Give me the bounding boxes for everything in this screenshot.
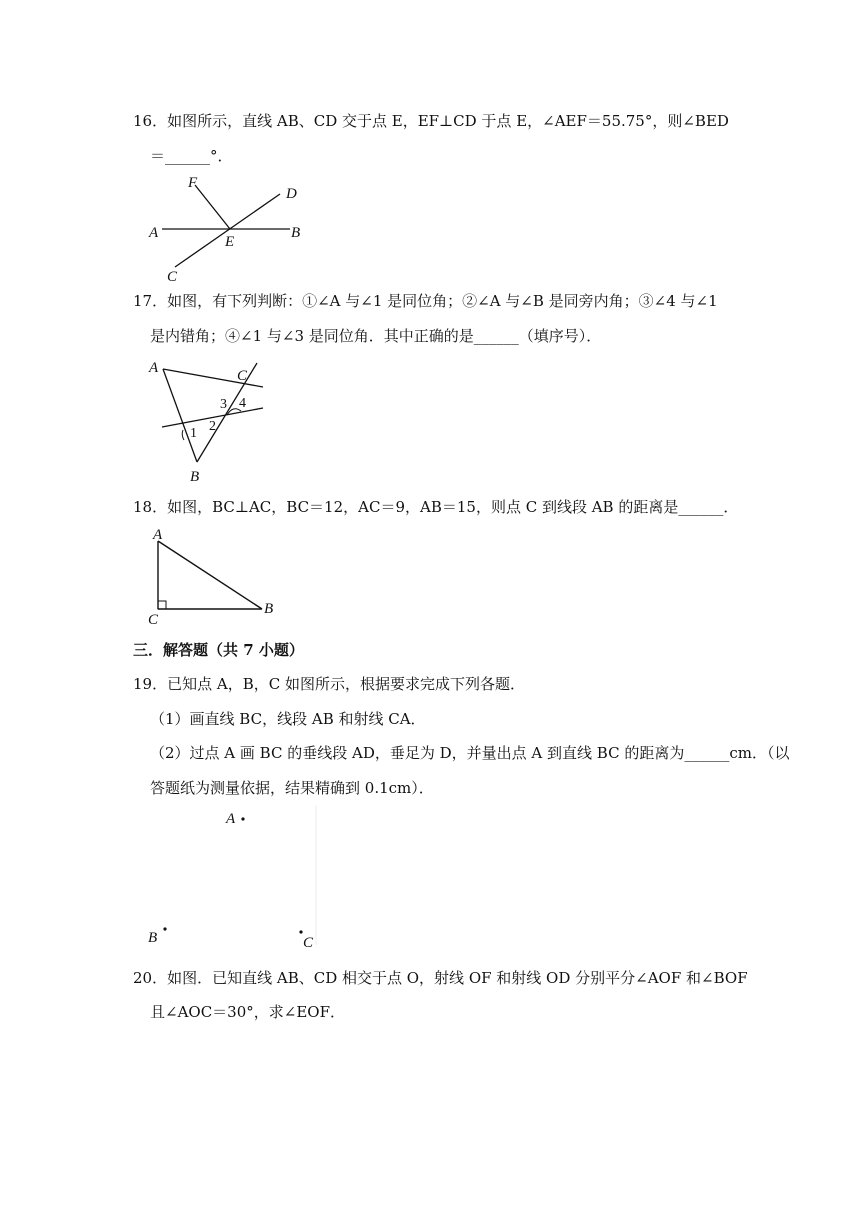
q20-text-line1: 20．如图．已知直线 AB、CD 相交于点 O，射线 OF 和射线 OD 分别平分∠AOF 和∠BOF	[133, 969, 748, 987]
q16-label-D: D	[286, 186, 297, 202]
q20-text-line2: 且∠AOC＝30°，求∠EOF．	[150, 1003, 345, 1021]
q17-label-B: B	[190, 469, 200, 485]
q17-label-C: C	[237, 368, 248, 384]
q18-figure	[140, 525, 285, 630]
q19-figure	[140, 805, 325, 955]
q19-label-A: A	[226, 811, 236, 827]
q18-label-B: B	[264, 601, 274, 617]
q17-label-A: A	[149, 360, 159, 376]
q17-text-line2: 是内错角；④∠1 与∠3 是同位角．其中正确的是______（填序号）．	[150, 327, 602, 345]
q19-text-line3: （2）过点 A 画 BC 的垂线段 AD，垂足为 D，并量出点 A 到直线 BC 的距离为______cm．（以	[150, 744, 790, 762]
q16-label-E: E	[225, 234, 235, 250]
q17-angle-3: 3	[220, 397, 227, 412]
q19-text-line2: （1）画直线 BC，线段 AB 和射线 CA．	[150, 710, 426, 728]
q16-label-C: C	[167, 269, 178, 285]
q16-label-A: A	[149, 225, 159, 241]
section-heading: 三．解答题（共 7 小题）	[133, 641, 304, 659]
q16-figure	[140, 170, 310, 285]
q19-label-C: C	[303, 935, 314, 951]
q16-label-B: B	[291, 225, 301, 241]
q16-text-line2: ＝______°．	[150, 147, 233, 165]
q17-angle-1: 1	[190, 426, 197, 441]
q17-figure	[145, 355, 270, 485]
q17-angle-4: 4	[239, 396, 246, 411]
q18-label-C: C	[148, 612, 159, 628]
q18-label-A: A	[153, 527, 163, 543]
q19-label-B: B	[148, 930, 158, 946]
q16-text-line1: 16．如图所示，直线 AB、CD 交于点 E，EF⊥CD 于点 E，∠AEF＝55.75°，则∠BED	[133, 112, 729, 130]
q16-label-F: F	[188, 175, 198, 191]
q17-angle-2: 2	[209, 419, 216, 434]
q17-text-line1: 17．如图，有下列判断：①∠A 与∠1 是同位角；②∠A 与∠B 是同旁内角；③∠4 与∠1	[133, 292, 718, 310]
q19-text-line4: 答题纸为测量依据，结果精确到 0.1cm）．	[150, 779, 434, 797]
q19-text-line1: 19．已知点 A，B，C 如图所示，根据要求完成下列各题．	[133, 675, 525, 693]
q18-text-line1: 18．如图，BC⊥AC，BC＝12，AC＝9，AB＝15，则点 C 到线段 AB 的距离是______．	[133, 498, 739, 516]
